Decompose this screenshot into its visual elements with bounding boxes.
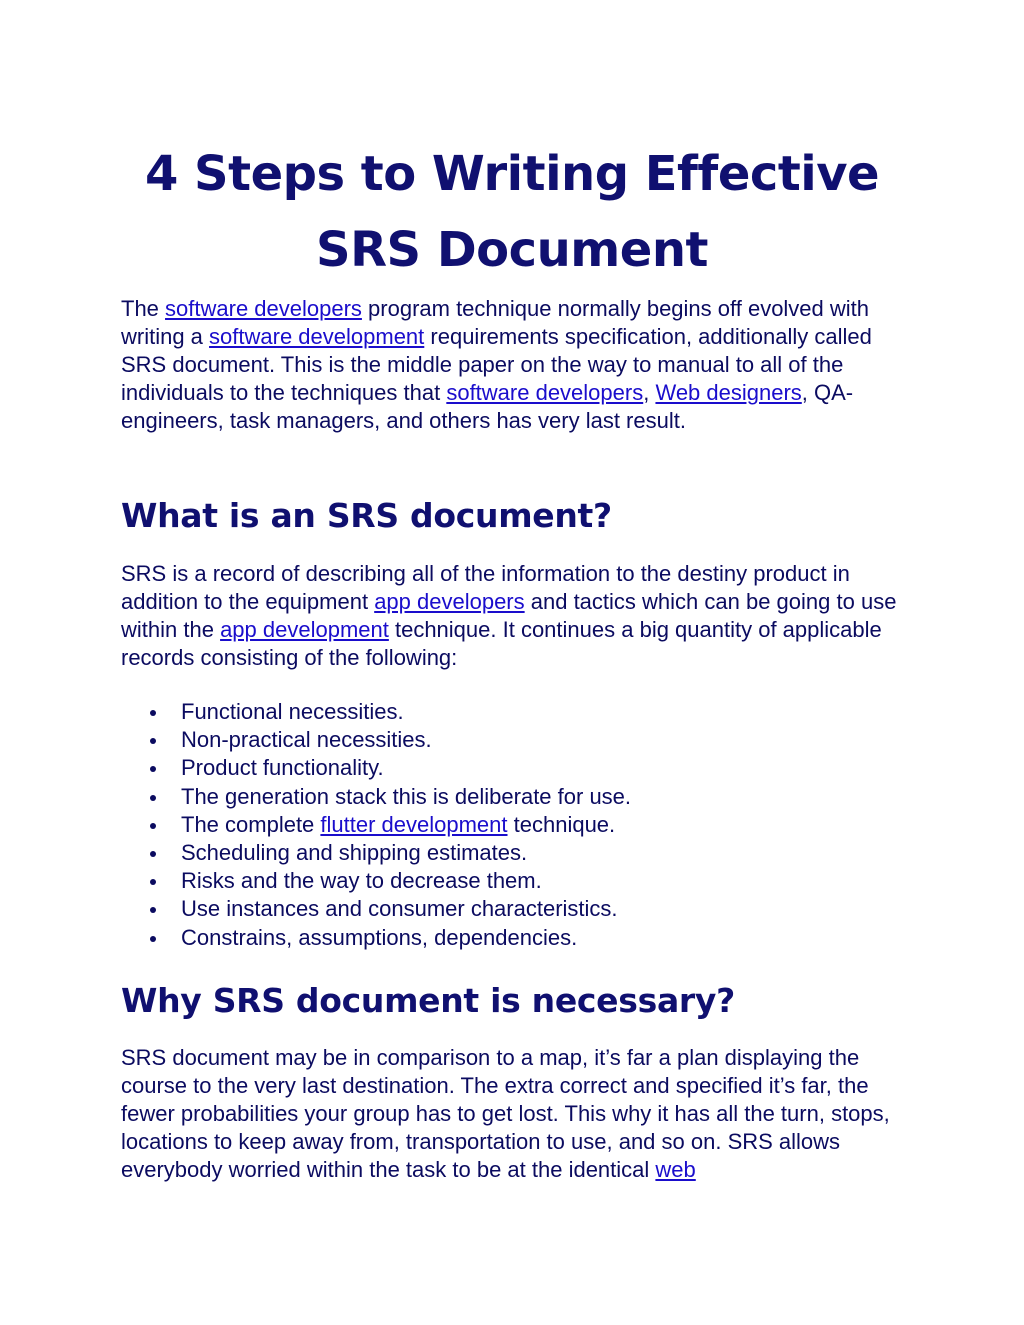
srs-contents-list (145, 698, 631, 952)
software-developers-link-2[interactable]: software developers (446, 380, 644, 405)
intro-text: program technique normally begins off evolved with writing a (121, 296, 870, 349)
intro-text: , QA-engineers, task managers, and others has very last result. (121, 380, 854, 433)
list-item-text: technique. (507, 811, 616, 837)
software-developers-link[interactable]: software developers (165, 296, 362, 321)
list-item-text: The complete (181, 811, 321, 837)
bullet-icon (150, 907, 156, 913)
list-item-text: Use instances and consumer characteristics. (181, 896, 618, 922)
bullet-icon (150, 823, 156, 829)
list-item-text: The generation stack this is deliberate for use. (181, 783, 632, 809)
flutter-development-link[interactable]: flutter development (320, 811, 508, 837)
bullet-icon (150, 710, 156, 716)
intro-text: , (643, 380, 656, 405)
software-development-link[interactable]: software development (209, 324, 425, 349)
intro-paragraph (121, 295, 911, 435)
list-item (145, 726, 631, 754)
list-item (145, 754, 631, 782)
list-item-text: Risks and the way to decrease them. (181, 868, 542, 894)
bullet-icon (150, 936, 156, 942)
document-title: 4 Steps to Writing Effective SRS Document (144, 146, 880, 278)
section-heading-what-is-srs: What is an SRS document? (121, 496, 612, 535)
list-item (145, 783, 631, 811)
list-item-text: Product functionality. (181, 755, 384, 781)
list-item (145, 867, 631, 895)
app-developers-link[interactable]: app developers (374, 589, 525, 614)
web-link[interactable]: web (655, 1157, 696, 1182)
app-development-link[interactable]: app development (220, 617, 389, 642)
list-item-text: Functional necessities. (181, 699, 404, 724)
section2-text: SRS document may be in comparison to a map, it’s far a plan displaying the course to the very last destination. The extra correct and specified it’s far, the fewer probabilities your group has to get lost. This why it has all the turn, stops, locations to keep away from, transportation to use, and so on. SRS allows everybody worried within the task to be at the identical (121, 1045, 890, 1182)
list-item (145, 895, 631, 923)
intro-text: The (121, 296, 166, 321)
bullet-icon (150, 851, 156, 857)
section2-paragraph (121, 1044, 911, 1184)
section1-text: SRS is a record of describing all of the information to the destiny product in addition to the equipment (121, 561, 850, 614)
web-designers-link[interactable]: Web designers (655, 380, 802, 405)
list-item (145, 811, 631, 839)
section1-text: technique. It continues a big quantity of applicable records consisting of the following: (121, 617, 882, 670)
bullet-icon (150, 738, 156, 744)
bullet-icon (150, 879, 156, 885)
list-item-text: Scheduling and shipping estimates. (181, 840, 528, 866)
intro-text: requirements specification, additionally called SRS document. This is the middle paper on the way to manual to all of the individuals to the techniques that (121, 324, 872, 405)
section1-text: and tactics which can be going to use within the (121, 589, 897, 642)
list-item-text: Constrains, assumptions, dependencies. (181, 924, 578, 950)
list-item (145, 698, 631, 726)
bullet-icon (150, 766, 156, 772)
section1-paragraph (121, 560, 911, 672)
section-heading-why-srs: Why SRS document is necessary? (121, 981, 735, 1020)
list-item (145, 839, 631, 867)
list-item (145, 924, 631, 952)
bullet-icon (150, 795, 156, 801)
list-item-text: Non-practical necessities. (181, 727, 432, 753)
